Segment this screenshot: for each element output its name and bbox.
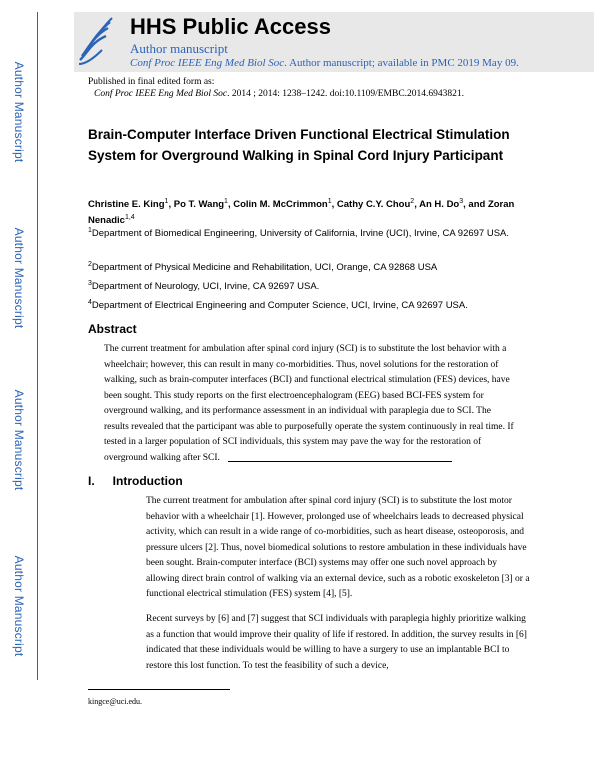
footnote-divider (88, 689, 230, 690)
footnote-email: kingce@uci.edu. (88, 697, 143, 706)
author: An H. Do (419, 199, 460, 211)
author: Zoran Nenadic (88, 199, 515, 227)
author-affiliation: 1 (327, 198, 332, 205)
section-title: Introduction (112, 474, 183, 488)
author-affiliation: 2 (410, 198, 415, 205)
author-affiliation: 1,4 (124, 214, 135, 222)
author-affiliation: 1 (164, 198, 169, 205)
section-number: I. (88, 474, 95, 488)
intro-paragraph: Recent surveys by [6] and [7] suggest that SCI individuals with paraplegia highly prioritize walking as a function that would improve their quality of life if restored. In addition, the survey results in [6] indicated that these individuals would be willing to have a surgery to use an implantable BCI to restore this lost function. To test the feasibility of such a device, (146, 614, 527, 671)
intro-paragraph: The current treatment for ambulation after spinal cord injury (SCI) is to substitute the lost motor behavior with a wheelchair [1]. However, prolonged use of wheelchairs leads to decreased physical activity, which can result in a wide range of co-morbidities, such as heart disease, osteoporosis, and pressure ulcers [2]. Thus, novel biomedical solutions to restore ambulation in these individuals have been sought. Brain-computer interface (BCI) systems may offer one such novel approach by allowing direct brain control of walking via an external device, such as a robotic exoskeleton [3] or a functional electrical stimulation (FES) system [4], [5]. (146, 496, 530, 599)
published-label: Published in final edited form as: (88, 77, 215, 87)
hhs-eagle-logo-icon (76, 16, 116, 68)
author-list: Christine E. King$^1$, Po T. Wang$^1$, Colin M. McCrimmon$^1$, Cathy C.Y. Chou$^2$, An H. Do$^3$, and Zoran Nenadic$^{1,4}$ (88, 198, 515, 227)
abstract-heading: Abstract (88, 322, 137, 336)
author-affiliation: 1 (224, 198, 228, 205)
affiliation: $^2$Department of Physical Medicine and Rehabilitation, UCI, Orange, CA 92868 USA (88, 261, 438, 274)
affiliation: $^1$Department of Biomedical Engineering, University of California, Irvine (UCI), Irvine, CA 92697 USA. (88, 227, 510, 240)
sidebar-divider (37, 12, 38, 680)
author: Po T. Wang (173, 199, 225, 211)
abstract-divider (228, 461, 452, 462)
hhs-title: HHS Public Access (130, 14, 331, 39)
author: Colin M. McCrimmon (233, 199, 328, 211)
author-affiliation: 3 (459, 198, 464, 205)
hhs-header-banner (74, 12, 594, 72)
author: Cathy C.Y. Chou (336, 199, 411, 211)
author-manuscript-sidebar: Author Manuscript Author Manuscript Author Manuscript Author Manuscript (0, 0, 38, 776)
affiliation: $^4$Department of Electrical Engineering and Computer Science, UCI, Irvine, CA 92697 USA. (88, 299, 468, 312)
author: Christine E. King (88, 199, 165, 211)
publication-info (88, 76, 464, 100)
abstract-text: The current treatment for ambulation after spinal cord injury (SCI) is to substitute the lost behavior with a wheelchair; however, this can result in many co-morbidities. Thus, novel solutions for the restoration of walking, such as brain-computer interfaces (BCI) and functional electrical stimulation (FES) devices, have been sought. This study reports on the first electroencephalogram (EEG) based BCI-FES system for overground walking, and its performance assessment in an individual with paraplegia due to SCI. The results revealed that the participant was able to purposefully operate the system continuously in real time. If tested in a larger population of SCI individuals, this system may pave the way for the restoration of overground walking after SCI. (104, 344, 514, 463)
intro-heading (88, 474, 183, 488)
citation: Conf Proc IEEE Eng Med Biol Soc. 2014 ; 2014: 1238–1242. doi:10.1109/EMBC.2014.6943821. (94, 89, 465, 99)
paper-title: Brain-Computer Interface Driven Functional Electrical Stimulation System for Overground Walking in Spinal Cord Injury Participant (88, 127, 510, 163)
manuscript-type: Author manuscript (130, 41, 228, 56)
affiliation: $^3$Department of Neurology, UCI, Irvine, CA 92697 USA. (88, 280, 320, 293)
journal-availability: Conf Proc IEEE Eng Med Biol Soc. Author manuscript; available in PMC 2019 May 09. (130, 57, 519, 69)
